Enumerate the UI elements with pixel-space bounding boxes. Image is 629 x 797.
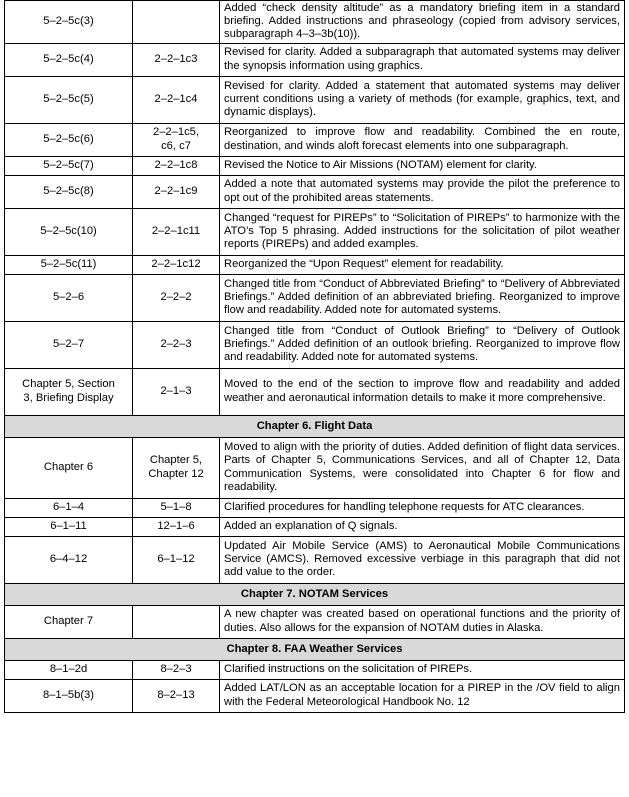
new-paragraph-cell: 5–1–8 [133,498,220,517]
section-heading: Chapter 6. Flight Data [5,415,625,437]
change-description-cell: Added LAT/LON as an acceptable location for a PIREP in the /OV field to align with the Federal Meteorological Handbook No. 12 [220,679,625,712]
new-paragraph-cell: 2–2–1c3 [133,43,220,76]
change-description-cell: Clarified instructions on the solicitation of PIREPs. [220,660,625,679]
table-row [5,156,625,175]
old-paragraph-cell: 5–2–5c(3) [5,1,133,44]
new-paragraph-cell: 2–2–1c8 [133,156,220,175]
old-paragraph-cell: 6–1–4 [5,498,133,517]
section-header-row [5,415,625,437]
old-paragraph-cell: 5–2–5c(11) [5,255,133,274]
old-paragraph-cell: 5–2–6 [5,274,133,321]
new-paragraph-cell: 2–2–3 [133,321,220,368]
table-row [5,255,625,274]
new-paragraph-cell [133,1,220,44]
table-row [5,274,625,321]
old-paragraph-cell: 5–2–5c(4) [5,43,133,76]
new-paragraph-cell: 8–2–3 [133,660,220,679]
table-row [5,498,625,517]
change-description-cell: Clarified procedures for handling telephone requests for ATC clearances. [220,498,625,517]
change-description-cell: Changed title from “Conduct of Abbreviated Briefing” to “Delivery of Abbreviated Briefings.” Added definition of an abbreviated briefing. Reorganized to improve flow and readability. Added note for automated systems. [220,274,625,321]
new-paragraph-cell: 2–2–2 [133,274,220,321]
table-row [5,368,625,415]
section-header-row [5,583,625,605]
change-description-cell: Revised the Notice to Air Missions (NOTAM) element for clarity. [220,156,625,175]
table-row [5,536,625,583]
old-paragraph-cell: Chapter 7 [5,605,133,638]
old-paragraph-cell: 5–2–5c(7) [5,156,133,175]
new-paragraph-cell: 2–2–1c5, c6, c7 [133,123,220,156]
change-description-cell: Changed “request for PIREPs” to “Solicitation of PIREPs” to harmonize with the ATO’s Top 5 phrasing. Added instructions for the solicitation of pilot weather reports (PIREPs) and added examples. [220,208,625,255]
change-description-cell: Moved to the end of the section to improve flow and readability and added weather and aeronautical information details to make it more comprehensive. [220,368,625,415]
change-description-cell: Moved to align with the priority of duties. Added definition of flight data services. Parts of Chapter 5, Communications Services, and all of Chapter 12, Data Communication Systems, were consolidated into Chapter 6 for flow and readability. [220,437,625,498]
new-paragraph-cell [133,605,220,638]
change-description-cell: Revised for clarity. Added a statement that automated systems may deliver current conditions using a variety of methods (for example, graphics, text, and dynamic displays). [220,76,625,123]
table-row [5,175,625,208]
change-description-cell: Reorganized to improve flow and readability. Combined the en route, destination, and winds aloft forecast elements into one subparagraph. [220,123,625,156]
new-paragraph-cell: 2–1–3 [133,368,220,415]
section-heading: Chapter 8. FAA Weather Services [5,638,625,660]
change-description-cell: Revised for clarity. Added a subparagraph that automated systems may deliver the synopsis information using graphics. [220,43,625,76]
change-description-cell: Reorganized the “Upon Request” element for readability. [220,255,625,274]
section-heading: Chapter 7. NOTAM Services [5,583,625,605]
table-row [5,43,625,76]
section-header-row [5,638,625,660]
old-paragraph-cell: 5–2–5c(8) [5,175,133,208]
new-paragraph-cell: 2–2–1c12 [133,255,220,274]
table-row [5,660,625,679]
new-paragraph-cell: Chapter 5, Chapter 12 [133,437,220,498]
table-row [5,321,625,368]
old-paragraph-cell: 5–2–7 [5,321,133,368]
table-row [5,76,625,123]
new-paragraph-cell: 2–2–1c11 [133,208,220,255]
old-paragraph-cell: 6–1–11 [5,517,133,536]
change-description-cell: Changed title from “Conduct of Outlook Briefing” to “Delivery of Outlook Briefings.” Added definition of an outlook briefing. Reorganized to improve flow and readability. Added note for automated systems. [220,321,625,368]
old-paragraph-cell: 6–4–12 [5,536,133,583]
new-paragraph-cell: 12–1–6 [133,517,220,536]
table-row [5,208,625,255]
change-table [4,0,625,713]
old-paragraph-cell: 8–1–2d [5,660,133,679]
old-paragraph-cell: 5–2–5c(5) [5,76,133,123]
table-row [5,1,625,44]
old-paragraph-cell: Chapter 6 [5,437,133,498]
change-description-cell: A new chapter was created based on operational functions and the priority of duties. Also allows for the expansion of NOTAM duties in Alaska. [220,605,625,638]
table-row [5,605,625,638]
change-description-cell: Added “check density altitude” as a mandatory briefing item in a standard briefing. Added instructions and phraseology (copied from advisory services, subparagraph 4–3–3b(10)). [220,1,625,44]
new-paragraph-cell: 2–2–1c9 [133,175,220,208]
old-paragraph-cell: 5–2–5c(6) [5,123,133,156]
old-paragraph-cell: 5–2–5c(10) [5,208,133,255]
old-paragraph-cell: 8–1–5b(3) [5,679,133,712]
new-paragraph-cell: 2–2–1c4 [133,76,220,123]
change-description-cell: Added a note that automated systems may provide the pilot the preference to opt out of the prohibited areas statements. [220,175,625,208]
change-table-body [5,1,625,713]
table-row [5,437,625,498]
table-row [5,517,625,536]
change-description-cell: Added an explanation of Q signals. [220,517,625,536]
table-row [5,123,625,156]
table-row [5,679,625,712]
old-paragraph-cell: Chapter 5, Section 3, Briefing Display [5,368,133,415]
new-paragraph-cell: 6–1–12 [133,536,220,583]
change-description-cell: Updated Air Mobile Service (AMS) to Aeronautical Mobile Communications Service (AMCS). Removed excessive verbiage in this paragraph that did not add value to the order. [220,536,625,583]
new-paragraph-cell: 8–2–13 [133,679,220,712]
